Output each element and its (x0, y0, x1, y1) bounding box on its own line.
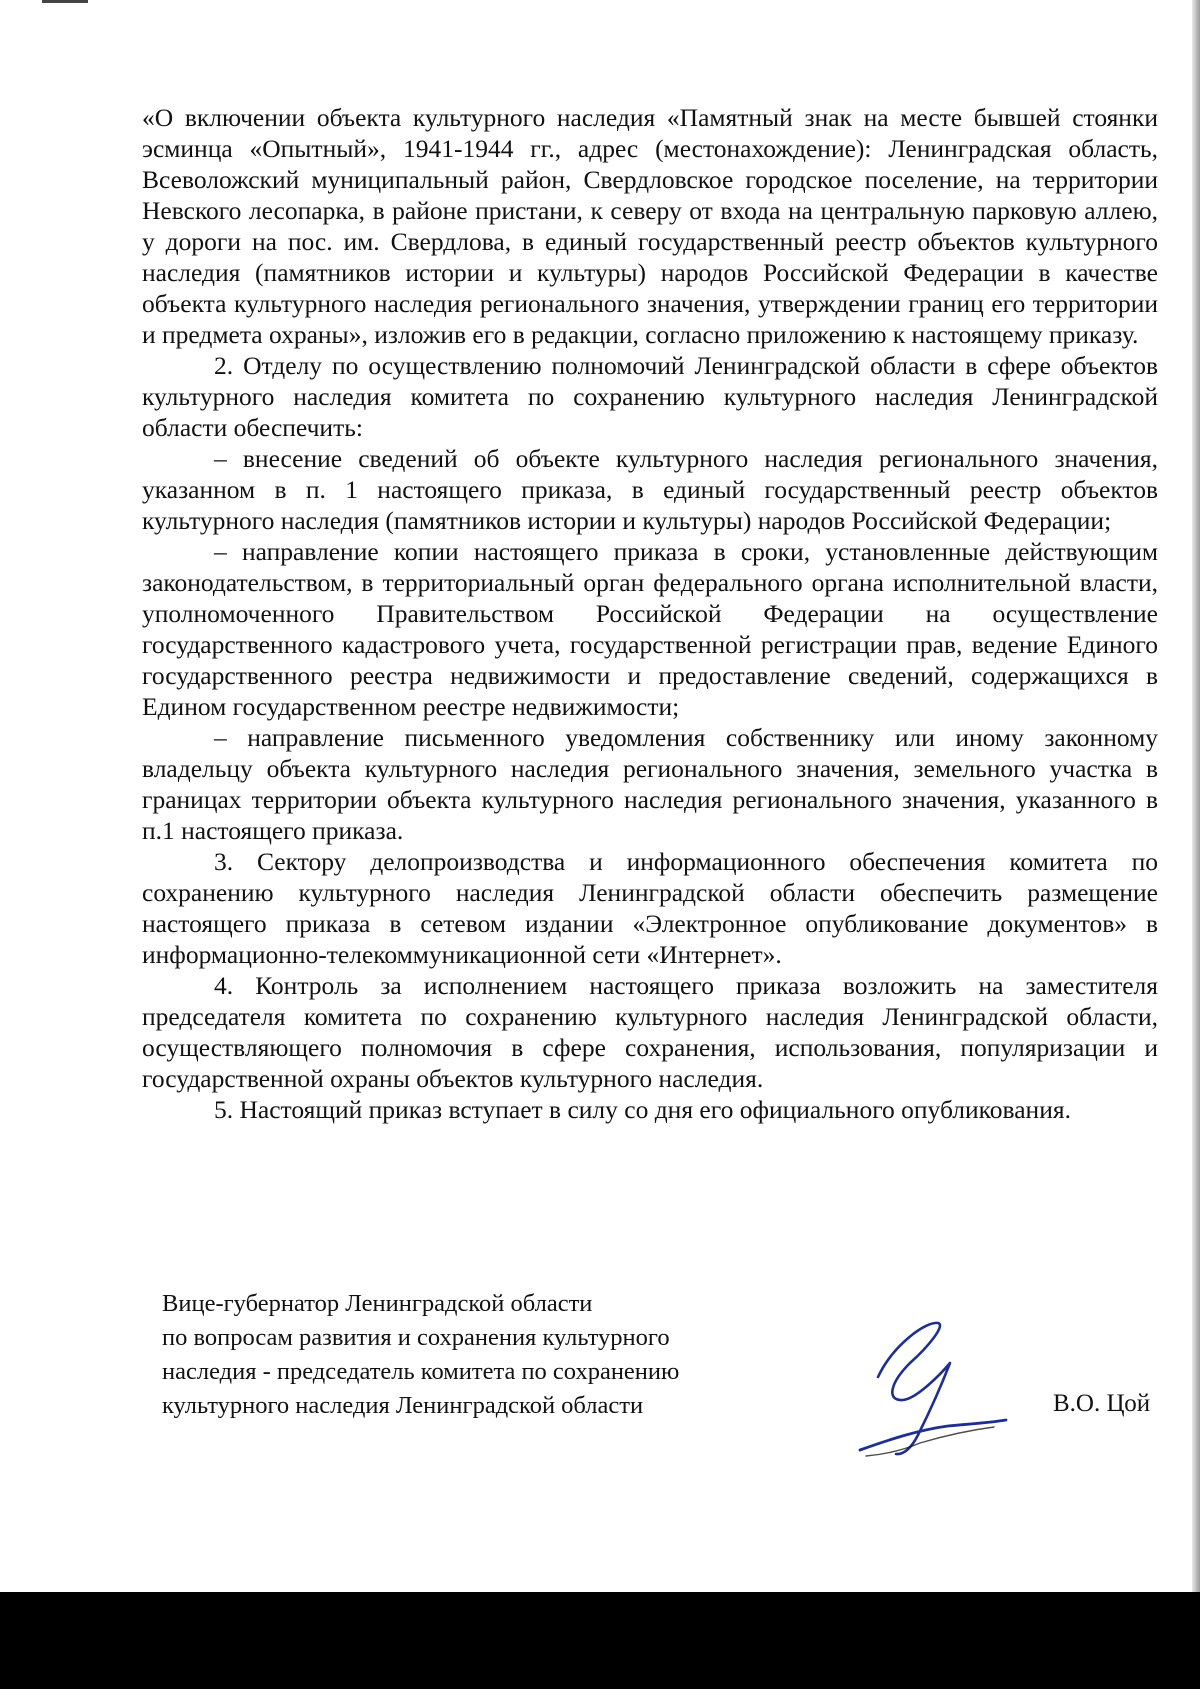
paragraph-item-2-bullet-3: – направление письменного уведомления собственнику или иному законному владельцу объекта культурного наследия регионального значения, земельного участка в границах территории объекта культурного наследия регионального значения, указанного в п.1 настоящего приказа. (142, 723, 1158, 845)
paragraph-item-2-bullet-1: – внесение сведений об объекте культурного наследия регионального значения, указанном в п. 1 настоящего приказа, в единый государственный реестр объектов культурного наследия (памятников истории и культуры) народов Российской Федерации; (142, 444, 1158, 535)
paragraph-item-5: 5. Настоящий приказ вступает в силу со дня его официального опубликования. (214, 1095, 1071, 1124)
signatory-title-line: по вопросам развития и сохранения культурного (162, 1324, 670, 1351)
scan-artifact-mark (42, 0, 88, 3)
signatory-title (162, 1287, 782, 1423)
handwritten-signature (848, 1305, 1018, 1475)
signatory-title-line: наследия - председатель комитета по сохранению (162, 1358, 680, 1385)
paragraph-item-3: 3. Сектору делопроизводства и информационного обеспечения комитета по сохранению культурного наследия Ленинградской области обеспечить размещение настоящего приказа в сетевом издании «Электронное опубликование документов» в информационно-телекоммуникационной сети «Интернет». (142, 847, 1158, 969)
document-body (142, 102, 1158, 1125)
signatory-title-line: культурного наследия Ленинградской области (162, 1392, 644, 1419)
paragraph-item-4: 4. Контроль за исполнением настоящего приказа возложить на заместителя председателя комитета по сохранению культурного наследия Ленинградской области, осуществляющего полномочия в сфере сохранения, использования, популяризации и государственной охраны объектов культурного наследия. (142, 971, 1158, 1093)
paragraph-item-2-bullet-2: – направление копии настоящего приказа в сроки, установленные действующим законодательством, в территориальный орган федерального органа исполнительной власти, уполномоченного Правительством Российской Федерации на осуществление государственного кадастрового учета, государственной регистрации прав, ведение Единого государственного реестра недвижимости и предоставление сведений, содержащихся в Едином государственном реестре недвижимости; (142, 537, 1158, 721)
signatory-title-line: Вице-губернатор Ленинградской области (162, 1290, 593, 1317)
scan-bottom-bar (0, 1592, 1200, 1689)
paragraph-item-2: 2. Отделу по осуществлению полномочий Ленинградской области в сфере объектов культурного наследия комитета по сохранению культурного наследия Ленинградской области обеспечить: (142, 351, 1158, 442)
scan-edge-shadow (1192, 0, 1200, 1600)
paragraph-decision-continuation: «О включении объекта культурного наследия «Памятный знак на месте бывшей стоянки эсминца «Опытный», 1941-1944 гг., адрес (местонахождение): Ленинградская область, Всеволожский муниципальный район, Свердловское городское поселение, на территории Невского лесопарка, в районе пристани, к северу от входа на центральную парковую аллею, у дороги на пос. им. Свердлова, в единый государственный реестр объектов культурного наследия (памятников истории и культуры) народов Российской Федерации в качестве объекта культурного наследия регионального значения, утверждении границ его территории и предмета охраны», изложив его в редакции, согласно приложению к настоящему приказу. (142, 103, 1158, 349)
signatory-name: В.О. Цой (1053, 1390, 1151, 1417)
